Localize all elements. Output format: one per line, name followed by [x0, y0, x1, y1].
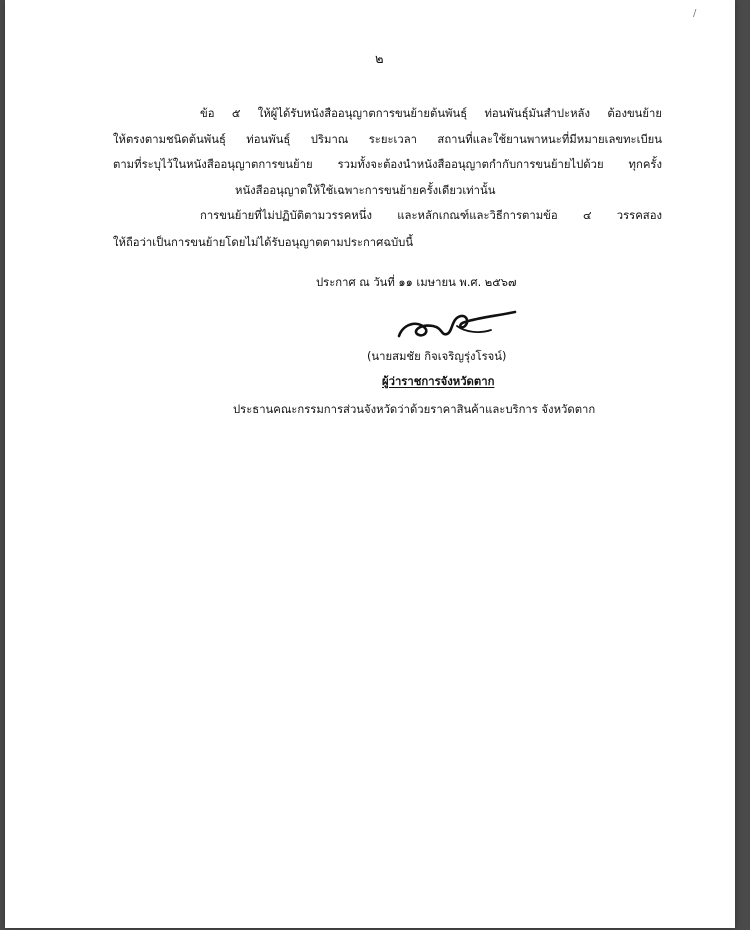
clause-5-line-2: ให้ตรงตามชนิดต้นพันธุ์ ท่อนพันธุ์ ปริมาณ ระยะเวลา สถานที่และใช้ยานพาหนะที่มีหมายเลขทะเบียน	[113, 133, 662, 146]
clause-5-line-4: หนังสืออนุญาตให้ใช้เฉพาะการขนย้ายครั้งเดียวเท่านั้น	[235, 184, 496, 197]
signer-name: (นายสมชัย กิจเจริญรุ่งโรจน์)	[367, 350, 507, 363]
announcement-date: ประกาศ ณ วันที่ ๑๑ เมษายน พ.ศ. ๒๕๖๗	[316, 276, 517, 289]
corner-mark: /	[693, 8, 697, 19]
document-page	[5, 0, 735, 928]
signature-image	[395, 306, 520, 346]
clause-5-line-3: ตามที่ระบุไว้ในหนังสืออนุญาตการขนย้าย รวมทั้งจะต้องนำหนังสืออนุญาตกำกับการขนย้ายไปด้วย ทุกครั้ง	[113, 158, 662, 171]
signer-role: ประธานคณะกรรมการส่วนจังหวัดว่าด้วยราคาสินค้าและบริการ จังหวัดตาก	[233, 403, 596, 416]
signer-position: ผู้ว่าราชการจังหวัดตาก	[382, 375, 495, 388]
clause-5-line-5: การขนย้ายที่ไม่ปฏิบัติตามวรรคหนึ่ง และหลักเกณฑ์และวิธีการตามข้อ ๔ วรรคสอง	[200, 209, 662, 222]
clause-5-line-6: ให้ถือว่าเป็นการขนย้ายโดยไม่ได้รับอนุญาตตามประกาศฉบับนี้	[113, 236, 414, 249]
page-number: ๒	[375, 52, 384, 67]
clause-5-line-1: ข้อ ๕ ให้ผู้ได้รับหนังสืออนุญาตการขนย้ายต้นพันธุ์ ท่อนพันธุ์มันสำปะหลัง ต้องขนย้าย	[200, 107, 662, 120]
